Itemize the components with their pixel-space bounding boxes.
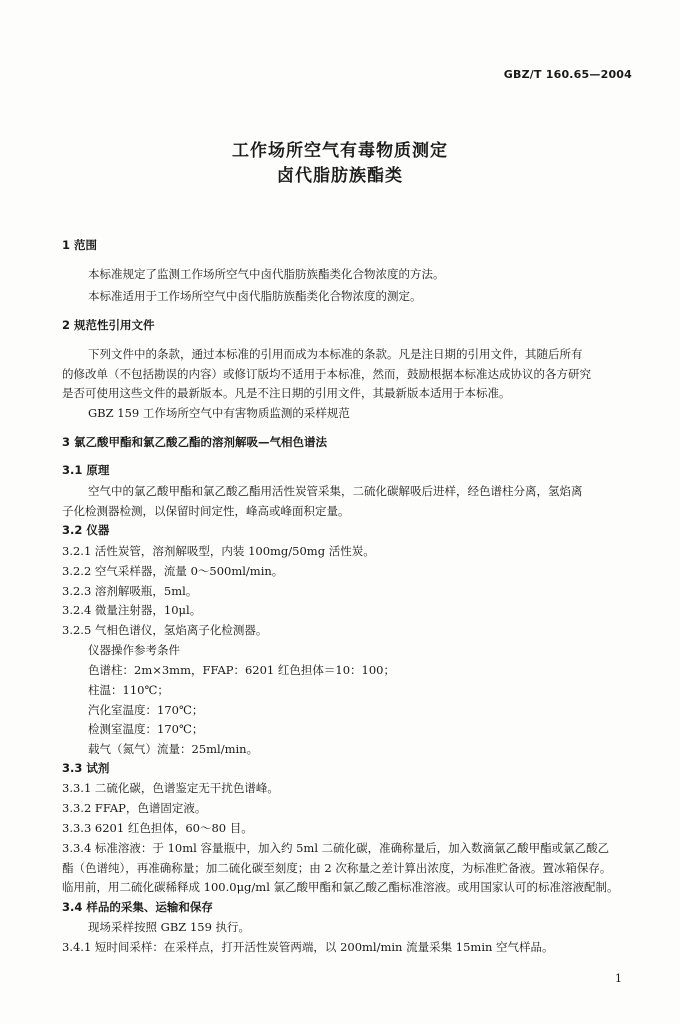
section-heading: 1 范围	[62, 238, 98, 252]
paragraph-line: 是否可使用这些文件的最新版本。凡是不注日期的引用文件，其最新版本适用于本标准。	[62, 386, 511, 400]
section-heading: 3.1 原理	[62, 463, 110, 477]
paragraph-line: 空气中的氯乙酸甲酯和氯乙酸乙酯用活性炭管采集，二硫化碳解吸后进样，经色谱柱分离，氢焰离	[88, 484, 583, 498]
paragraph-line: 本标准适用于工作场所空气中卤代脂肪族酯类化合物浓度的测定。	[88, 289, 422, 303]
paragraph-line: 酯（色谱纯），再准确称量；加二硫化碳至刻度；由 2 次称量之差计算出浓度，为标准贮备液。置冰箱保存。	[62, 861, 612, 875]
paragraph-line: 3.3.4 标准溶液：于 10ml 容量瓶中，加入约 5ml 二硫化碳，准确称量后，加入数滴氯乙酸甲酯或氯乙酸乙	[62, 841, 610, 855]
section-heading: 3 氯乙酸甲酯和氯乙酸乙酯的溶剂解吸—气相色谱法	[62, 435, 328, 449]
standard-code: GBZ/T 160.65—2004	[503, 68, 632, 81]
section-heading: 3.2 仪器	[62, 523, 110, 537]
section-heading: 3.4 样品的采集、运输和保存	[62, 900, 213, 914]
paragraph-line: 3.2.2 空气采样器，流量 0～500ml/min。	[62, 564, 284, 578]
paragraph-line: 3.2.4 微量注射器，10μl。	[62, 603, 202, 617]
section-heading: 2 规范性引用文件	[62, 318, 155, 332]
paragraph-line: 3.2.5 气相色谱仪，氢焰离子化检测器。	[62, 623, 268, 637]
paragraph-line: 载气（氮气）流量：25ml/min。	[88, 742, 259, 756]
paragraph-line: 本标准规定了监测工作场所空气中卤代脂肪族酯类化合物浓度的方法。	[88, 267, 445, 281]
paragraph-line: 柱温：110℃；	[88, 683, 169, 697]
paragraph-line: 检测室温度：170℃；	[88, 722, 204, 736]
paragraph-line: 3.3.1 二硫化碳，色谱鉴定无干扰色谱峰。	[62, 781, 279, 795]
paragraph-line: 3.2.3 溶剂解吸瓶，5ml。	[62, 584, 198, 598]
document-title-line-2: 卤代脂肪族酯类	[277, 166, 403, 186]
paragraph-line: 3.3.2 FFAP，色谱固定液。	[62, 801, 207, 815]
paragraph-line: 色谱柱：2m×3mm，FFAP：6201 红色担体＝10：100；	[88, 663, 395, 677]
section-heading: 3.3 试剂	[62, 761, 110, 775]
paragraph-line: GBZ 159 工作场所空气中有害物质监测的采样规范	[88, 406, 350, 420]
paragraph-line: 下列文件中的条款，通过本标准的引用而成为本标准的条款。凡是注日期的引用文件，其随后所有	[88, 347, 583, 361]
paragraph-line: 现场采样按照 GBZ 159 执行。	[88, 920, 251, 934]
paragraph-line: 3.3.3 6201 红色担体，60～80 目。	[62, 821, 253, 835]
page-number: 1	[615, 972, 622, 985]
paragraph-line: 汽化室温度：170℃；	[88, 703, 204, 717]
paragraph-line: 3.4.1 短时间采样：在采样点，打开活性炭管两端，以 200ml/min 流量采集 15min 空气样品。	[62, 940, 554, 954]
paragraph-line: 子化检测器检测，以保留时间定性，峰高或峰面积定量。	[62, 504, 350, 518]
paragraph-line: 临用前，用二硫化碳稀释成 100.0μg/ml 氯乙酸甲酯和氯乙酸乙酯标准溶液。或用国家认可的标准溶液配制。	[62, 880, 619, 894]
paragraph-line: 的修改单（不包括勘误的内容）或修订版均不适用于本标准，然而，鼓励根据本标准达成协议的各方研究	[62, 367, 591, 381]
paragraph-line: 3.2.1 活性炭管，溶剂解吸型，内装 100mg/50mg 活性炭。	[62, 544, 375, 558]
paragraph-line: 仪器操作参考条件	[88, 643, 180, 657]
document-title-line-1: 工作场所空气有毒物质测定	[232, 141, 448, 161]
